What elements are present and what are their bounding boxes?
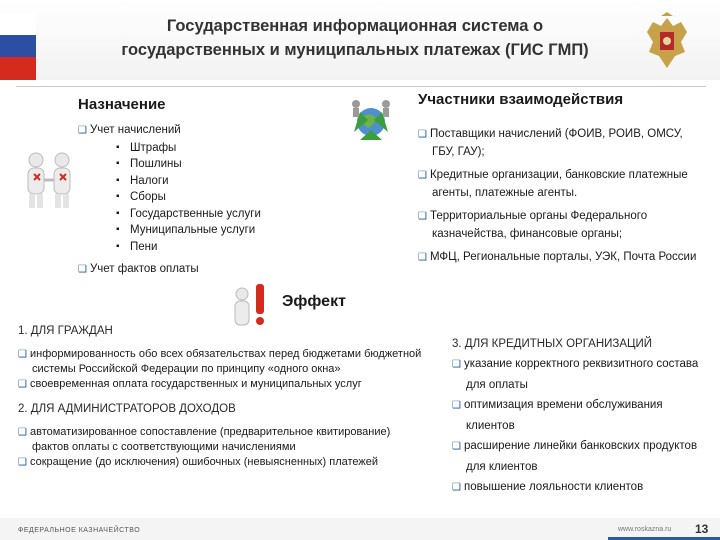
globe-recycle-icon [340, 94, 402, 148]
footer-url: www.roskazna.ru [618, 526, 672, 533]
list-item: ❑ Поставщики начислений (ФОИВ, РОИВ, ОМСУ, ГБУ, ГАУ); [418, 128, 683, 158]
list-item: ❑ Территориальные органы Федерального казначейства, финансовые органы; [418, 210, 648, 240]
slide-footer [0, 518, 720, 540]
russian-flag-icon [0, 12, 36, 80]
credit-orgs-title: 3. ДЛЯ КРЕДИТНЫХ ОРГАНИЗАЦИЙ [452, 338, 653, 350]
list-item: ❑ Кредитные организации, банковские платежные агенты, платежные агенты. [418, 169, 688, 199]
accrual-items [116, 140, 338, 256]
citizens-title: 1. ДЛЯ ГРАЖДАН [18, 325, 113, 337]
list-item: ▪ Штрафы [116, 140, 338, 157]
effect-left-column [18, 320, 428, 470]
list-item: ❑ информированность обо всех обязательствах перед бюджетами бюджетной системы Российской Федерации по принципу «одного окна» [18, 348, 422, 375]
list-item: ▪ Муниципальные услуги [116, 222, 338, 239]
list-item: ❑ расширение линейки банковских продуктов для клиентов [452, 440, 698, 473]
list-item: ▪ Пени [116, 239, 338, 256]
list-item: ❑ оптимизация времени обслуживания клиентов [452, 399, 663, 432]
treasury-emblem-icon [641, 12, 693, 72]
list-item: ❑ указание корректного реквизитного состава для оплаты [452, 358, 699, 391]
slide-header [0, 0, 720, 80]
participants-heading: Участники взаимодействия [418, 91, 624, 108]
effect-heading: Эффект [282, 293, 346, 310]
slide-title: Государственная информационная система о государственных и муниципальных платежах (ГИС ГМП) [121, 17, 589, 59]
list-item: ❑ сокращение (до исключения) ошибочных (невыясненных) платежей [18, 456, 379, 468]
purpose-list: ❑ Учет начислений ▪ Штрафы ▪ Пошлины ▪ Налоги ▪ Сборы ▪ Государственные услуги ▪ Муниципальные услуги ▪ Пени ❑ Учет фактов оплаты [78, 122, 338, 279]
people-handshake-icon [18, 150, 80, 210]
list-item: ❑ автоматизированное сопоставление (предварительное квитирование) фактов оплаты с соответствующими начислениями [18, 426, 391, 453]
list-item: ▪ Сборы [116, 189, 338, 206]
list-item: ❑ своевременная оплата государственных и муниципальных услуг [18, 378, 362, 390]
footer-logo-text: ФЕДЕРАЛЬНОЕ КАЗНАЧЕЙСТВО [18, 527, 141, 534]
list-item: ❑ повышение лояльности клиентов [452, 481, 644, 493]
page-number: 13 [695, 522, 709, 536]
effect-right-column [452, 334, 702, 498]
list-item: ▪ Пошлины [116, 156, 338, 173]
list-item: ▪ Налоги [116, 173, 338, 190]
list-item: ▪ Государственные услуги [116, 206, 338, 223]
list-item: ❑ МФЦ, Региональные порталы, УЭК, Почта России [418, 251, 697, 263]
participants-list [418, 126, 708, 270]
header-divider [16, 86, 706, 87]
purpose-heading: Назначение [78, 96, 166, 113]
administrators-title: 2. ДЛЯ АДМИНИСТРАТОРОВ ДОХОДОВ [18, 403, 236, 415]
